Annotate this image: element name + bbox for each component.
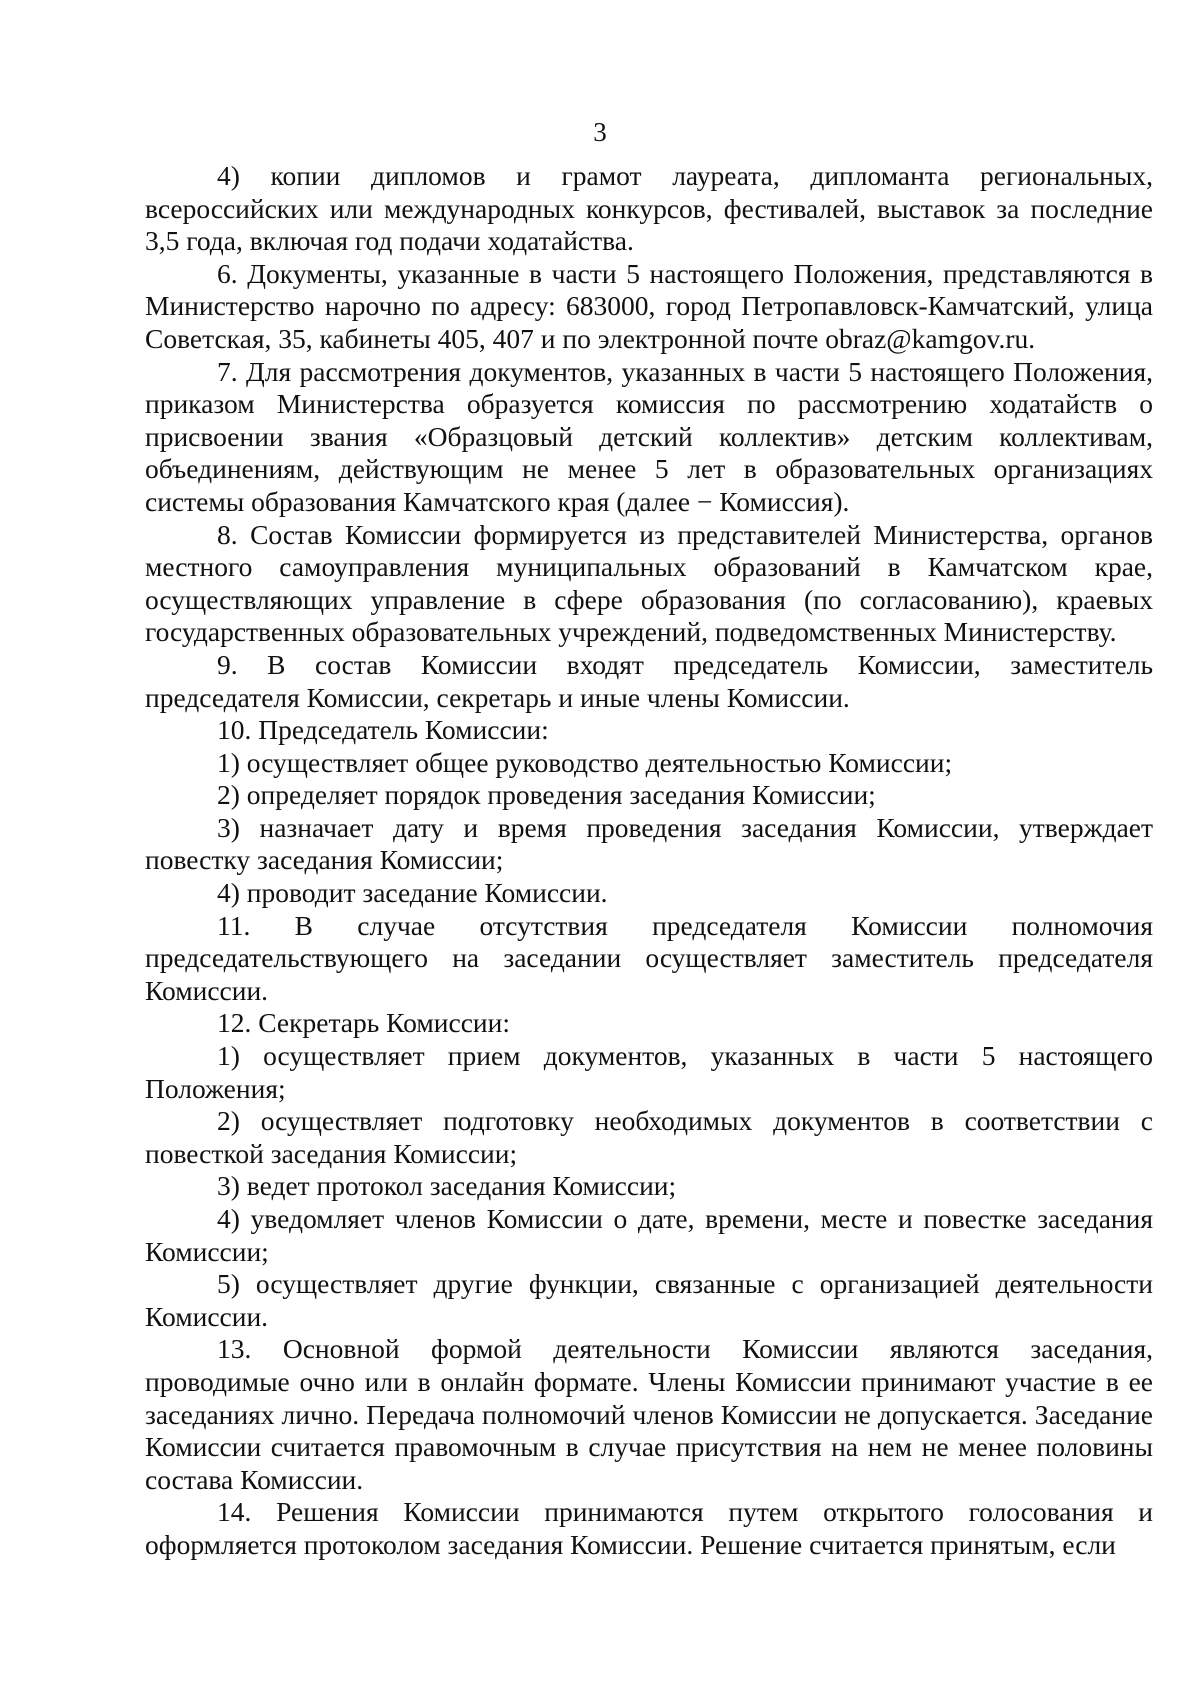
paragraph-13-meetings: 13. Основной формой деятельности Комиссии являются заседания, проводимые очно или в онлайн формате. Члены Комиссии принимают участие в ее заседаниях лично. Передача полномочий членов Комиссии не допускается. Заседание Комиссии считается правомочным в случае присутствия на нем не менее половины состава Комиссии. (145, 1333, 1153, 1495)
paragraph-10-item-4: 4) проводит заседание Комиссии. (217, 877, 608, 909)
paragraph-14-decisions: 14. Решения Комиссии принимаются путем открытого голосования и оформляется протоколом заседания Комиссии. Решение считается принятым, если (145, 1496, 1153, 1560)
paragraph-12-item-2: 2) осуществляет подготовку необходимых документов в соответствии с повесткой заседания Комиссии; (145, 1105, 1153, 1169)
paragraph-12-item-1: 1) осуществляет прием документов, указанных в части 5 настоящего Положения; (145, 1040, 1153, 1104)
paragraph-10-chairman: 10. Председатель Комиссии: (217, 714, 549, 746)
paragraph-10-item-1: 1) осуществляет общее руководство деятельностью Комиссии; (217, 746, 953, 778)
paragraph-10-item-3: 3) назначает дату и время проведения заседания Комиссии, утверждает повестку заседания Комиссии; (145, 811, 1153, 876)
paragraph-9-commission-members: 9. В состав Комиссии входят председатель Комиссии, заместитель председателя Комиссии, секретарь и иные члены Комиссии. (145, 648, 1153, 713)
paragraph-11-deputy: 11. В случае отсутствия председателя Комиссии полномочия председательствующего на заседании осуществляет заместитель председателя Комиссии. (145, 909, 1153, 1006)
paragraph-7-commission-formation: 7. Для рассмотрения документов, указанных в части 5 настоящего Положения, приказом Министерства образуется комиссия по рассмотрению ходатайств о присвоении звания «Образцовый детский коллектив» детским коллективам, объединениям, действующим не менее 5 лет в образовательных организациях системы образования Камчатского края (далее − Комиссия). (145, 355, 1153, 517)
paragraph-12-item-3: 3) ведет протокол заседания Комиссии; (217, 1170, 677, 1202)
paragraph-8-commission-composition: 8. Состав Комиссии формируется из представителей Министерства, органов местного самоуправления муниципальных образований в Камчатском крае, осуществляющих управление в сфере образования (по согласованию), краевых государственных образовательных учреждений, подведомственных Министерству. (145, 518, 1153, 648)
paragraph-10-item-2: 2) определяет порядок проведения заседания Комиссии; (217, 779, 876, 811)
paragraph-12-item-4: 4) уведомляет членов Комиссии о дате, времени, месте и повестке заседания Комиссии; (145, 1203, 1153, 1267)
paragraph-12-item-5: 5) осуществляет другие функции, связанные с организацией деятельности Комиссии. (145, 1268, 1153, 1332)
paragraph-item-4-diplomas: 4) копии дипломов и грамот лауреата, дипломанта региональных, всероссийских или международных конкурсов, фестивалей, выставок за последние 3,5 года, включая год подачи ходатайства. (145, 160, 1153, 257)
document-body (145, 160, 1153, 1562)
paragraph-12-secretary: 12. Секретарь Комиссии: (217, 1007, 510, 1039)
paragraph-6-document-submission: 6. Документы, указанные в части 5 настоящего Положения, представляются в Министерство нарочно по адресу: 683000, город Петропавловск-Камчатский, улица Советская, 35, кабинеты 405, 407 и по электронной почте obraz@kamgov.ru. (145, 257, 1153, 354)
page-number: 3 (593, 117, 607, 147)
